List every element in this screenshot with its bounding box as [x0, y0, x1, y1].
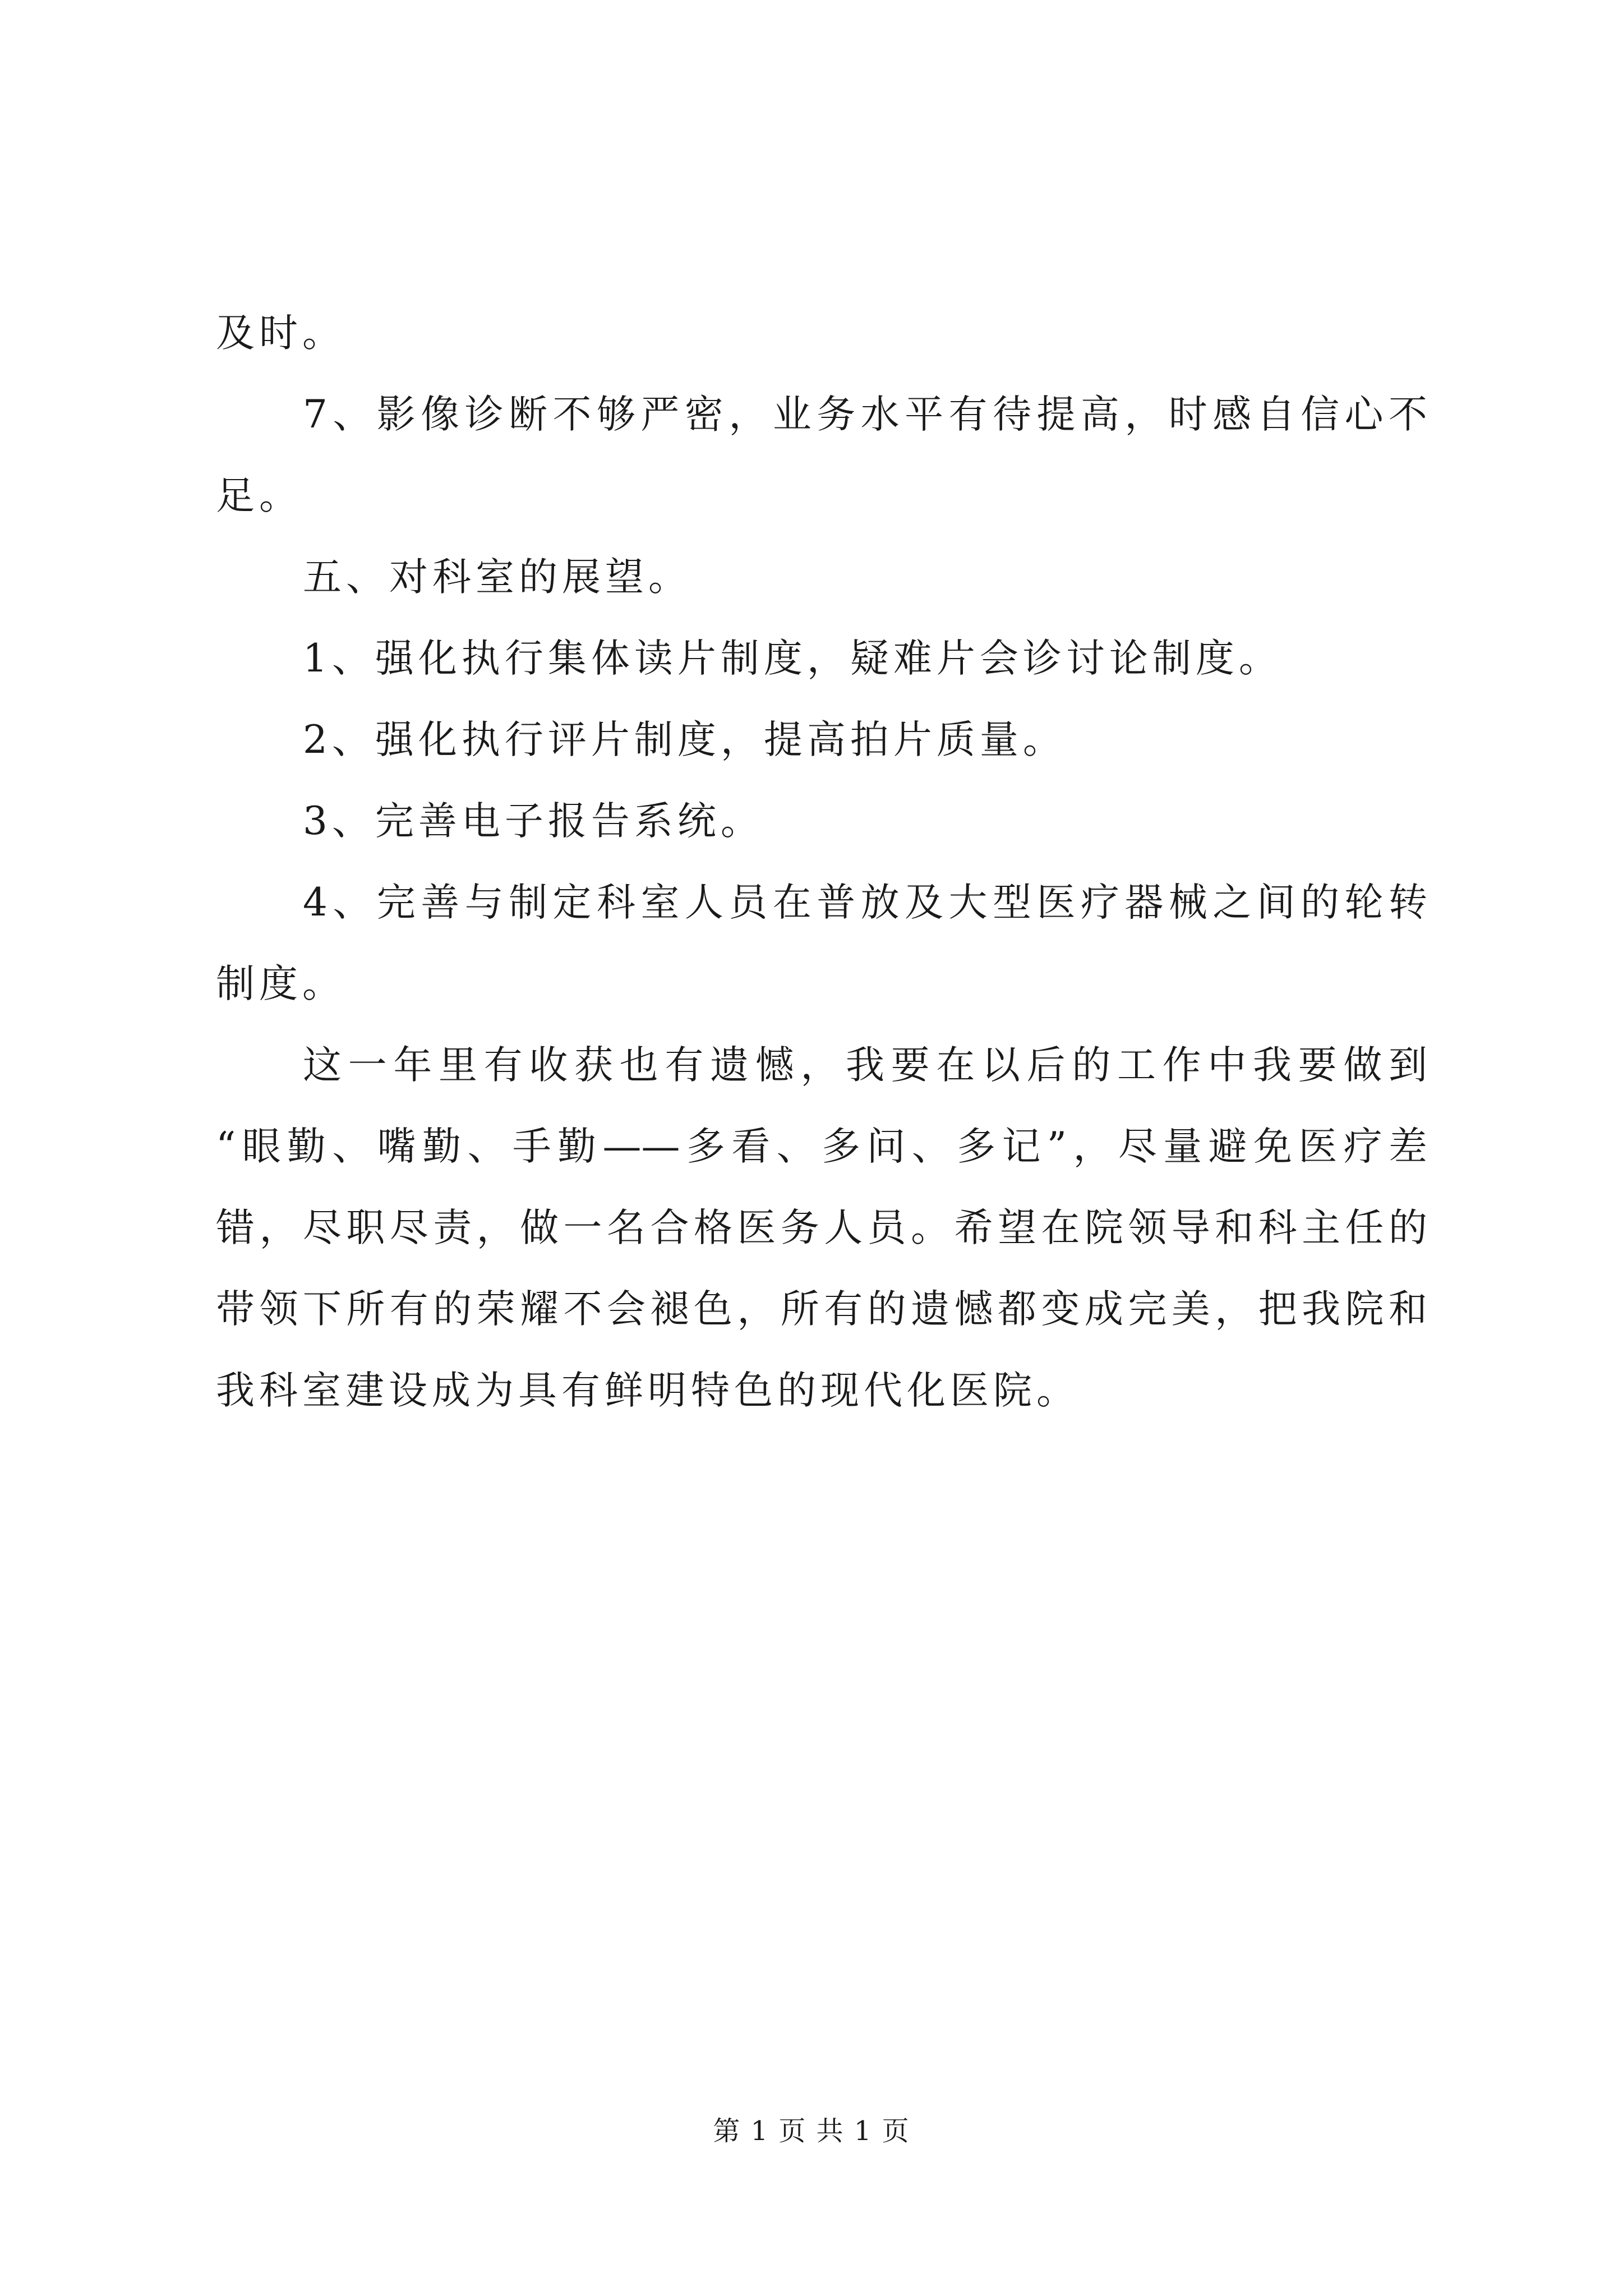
- paragraph-line: 我科室建设成为具有鲜明特色的现代化医院。: [216, 1368, 1080, 1413]
- section-heading: 五、对科室的展望。: [303, 555, 691, 600]
- paragraph-line: “眼勤、嘴勤、手勤——多看、多问、多记”，尽量避免医疗差: [216, 1124, 1427, 1169]
- page-footer: 第 1 页 共 1 页: [713, 2115, 910, 2147]
- paragraph-line: 足。: [216, 473, 302, 518]
- list-item-continuation: 制度。: [216, 961, 345, 1006]
- list-item: 4、完善与制定科室人员在普放及大型医疗器械之间的轮转: [303, 880, 1427, 925]
- paragraph-line: 及时。: [216, 311, 345, 356]
- paragraph-line: 7、影像诊断不够严密，业务水平有待提高，时感自信心不: [303, 392, 1427, 437]
- list-item: 3、完善电子报告系统。: [303, 799, 764, 844]
- list-item: 2、强化执行评片制度，提高拍片质量。: [303, 717, 1066, 762]
- paragraph-line: 错，尽职尽责，做一名合格医务人员。希望在院领导和科主任的: [216, 1205, 1427, 1250]
- paragraph-line: 带领下所有的荣耀不会褪色，所有的遗憾都变成完美，把我院和: [216, 1287, 1427, 1332]
- paragraph-line: 这一年里有收获也有遗憾，我要在以后的工作中我要做到: [303, 1043, 1427, 1088]
- list-item: 1、强化执行集体读片制度，疑难片会诊讨论制度。: [303, 636, 1282, 681]
